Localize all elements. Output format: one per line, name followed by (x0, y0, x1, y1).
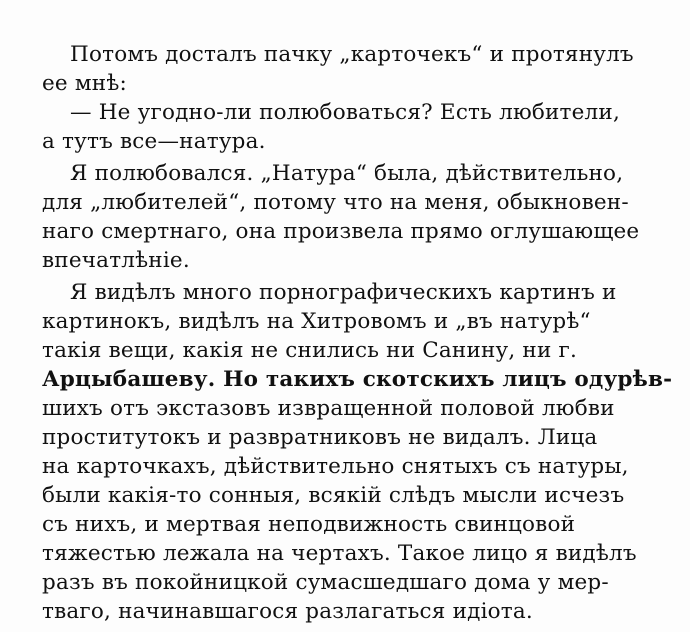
text-line: на карточкахъ, дѣйствительно снятыхъ съ натуры, (42, 454, 629, 479)
text-line: тяжестью лежала на чертахъ. Такое лицо я видѣлъ (42, 541, 637, 566)
text-line: такія вещи, какія не снились ни Санину, ни г. (42, 338, 578, 363)
text-line: разъ въ покойницкой сумасшедшаго дома у мер- (42, 570, 609, 595)
text-line: были какія-то сонныя, всякій слѣдъ мысли исчезъ (42, 483, 625, 508)
text-line: проститутокъ и развратниковъ не видалъ. Лица (42, 425, 598, 450)
body-text (42, 40, 673, 626)
text-line: наго смертнаго, она произвела прямо оглушающее (42, 219, 640, 244)
text-line: Арцыбашеву. Но такихъ скотскихъ лицъ одурѣв- (42, 367, 673, 392)
text-line: Я полюбовался. „Натура“ была, дѣйствительно, (70, 161, 624, 186)
text-line: картинокъ, видѣлъ на Хитровомъ и „въ натурѣ“ (42, 309, 591, 334)
text-line: ее мнѣ: (42, 71, 127, 96)
text-line: тваго, начинавшагося разлагаться идіота. (42, 599, 533, 624)
text-line: — Не угодно-ли полюбоваться? Есть любители, (70, 100, 620, 125)
text-line: а тутъ все—натура. (42, 129, 266, 154)
text-line: шихъ отъ экстазовъ извращенной половой любви (42, 396, 615, 421)
text-line: Потомъ досталъ пачку „карточекъ“ и протянулъ (70, 42, 634, 67)
text-line: для „любителей“, потому что на меня, обыкновен- (42, 190, 629, 215)
text-line: Я видѣлъ много порнографическихъ картинъ и (70, 280, 617, 305)
text-line: впечатлѣніе. (42, 248, 190, 273)
text-line: съ нихъ, и мертвая неподвижность свинцовой (42, 512, 576, 537)
